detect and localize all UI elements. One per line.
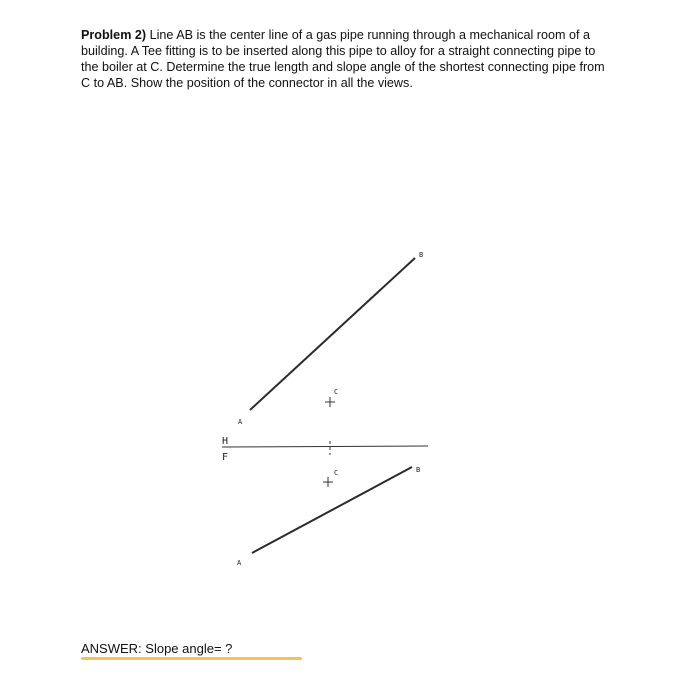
top-view-label-a: A (238, 418, 243, 426)
answer-highlight (81, 657, 302, 660)
top-view-point-c (325, 397, 335, 407)
fold-label-h: H (222, 436, 229, 447)
top-view-label-b: B (419, 251, 424, 259)
front-view-label-a: A (237, 559, 242, 567)
top-view-label-c: C (334, 388, 339, 396)
front-view-line-ab (252, 467, 412, 553)
problem-text: Line AB is the center line of a gas pipe running through a mechanical room of a building. A Tee fitting is to be inserted along this pipe to alloy for a straight connecting pipe to the boiler at C. Determine the true length and slope angle of the shortest connecting pipe from C to AB. Show the position of the connector in all the views. (81, 28, 605, 90)
front-view-label-c: C (334, 469, 339, 477)
front-view-label-b: B (416, 466, 421, 474)
top-view-line-ab (250, 258, 415, 410)
fold-label-f: F (222, 452, 229, 463)
problem-label: Problem 2) (81, 28, 147, 42)
answer-line: ANSWER: Slope angle= ? (81, 641, 233, 656)
front-view-point-c (323, 477, 333, 487)
fold-line (222, 446, 428, 447)
